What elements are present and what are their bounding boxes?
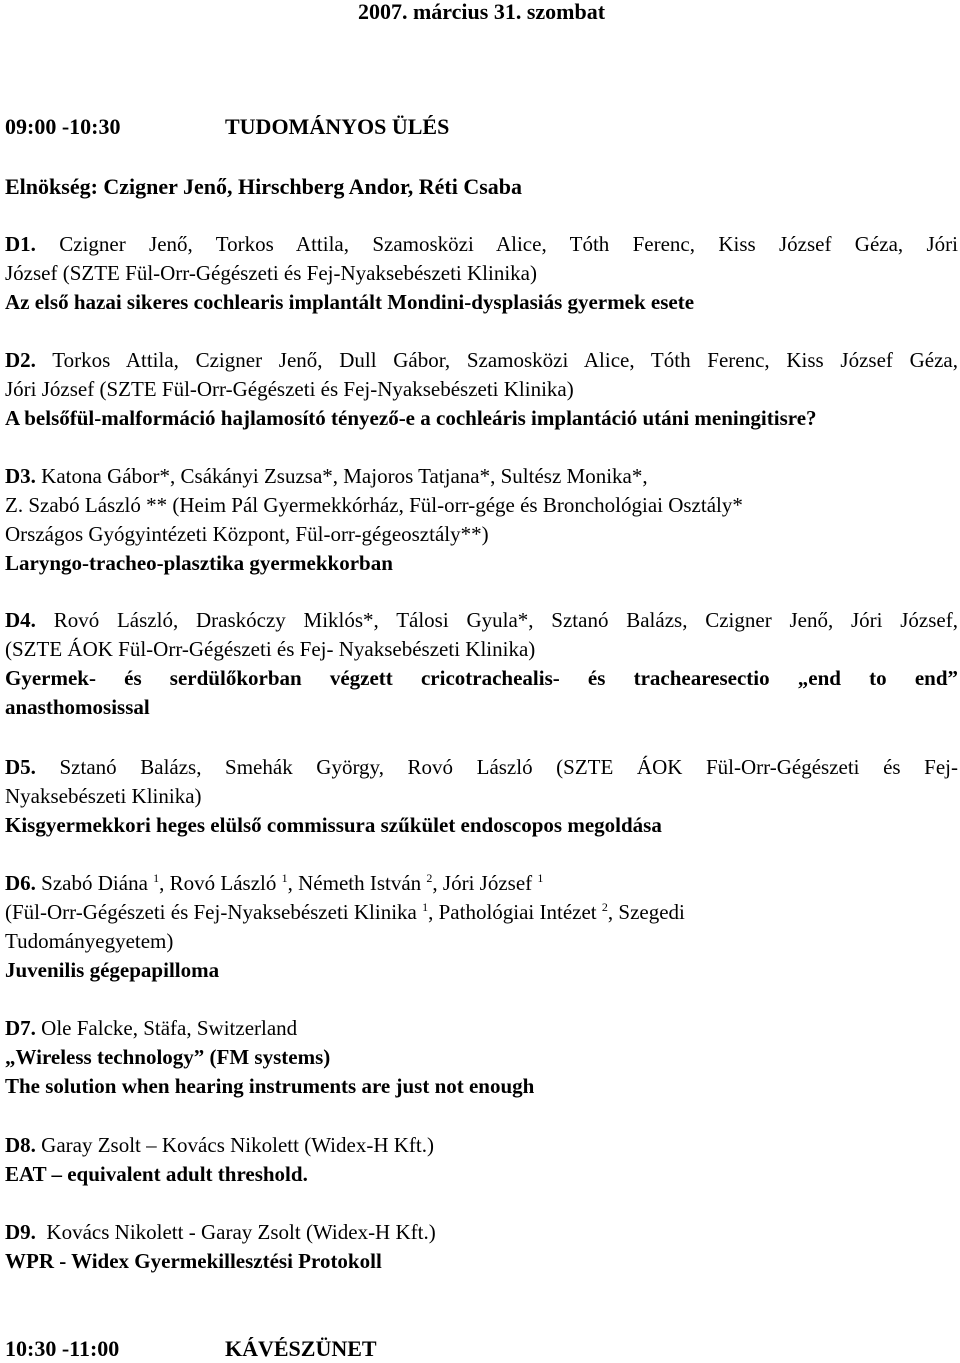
- session-coffee-break: [5, 1334, 377, 1363]
- affiliation-name: (Fül-Orr-Gégészeti és Fej-Nyaksebészeti Klinika: [5, 900, 423, 924]
- abstract-subtitle: The solution when hearing instruments are just not enough: [5, 1074, 535, 1098]
- abstract-authors: Torkos Attila, Czigner Jenő, Dull Gábor, Szamosközi Alice, Tóth Ferenc, Kiss József Géza,: [35, 348, 958, 372]
- session-chairs: Elnökség: Czigner Jenő, Hirschberg Andor, Réti Csaba: [5, 174, 523, 199]
- abstract-d5: [5, 753, 958, 840]
- abstract-authors: Nyaksebészeti Klinika): [5, 784, 202, 808]
- abstract-code: D6.: [5, 871, 36, 895]
- abstract-authors: Katona Gábor*, Csákányi Zsuzsa*, Majoros Tatjana*, Sultész Monika*,: [35, 464, 648, 488]
- abstract-title: Az első hazai sikeres cochlearis implantált Mondini-dysplasiás gyermek esete: [5, 290, 695, 314]
- abstract-title: Gyermek- és serdülőkorban végzett cricotrachealis- és trachearesectio „end to end”: [5, 666, 958, 690]
- abstract-authors: Sztanó Balázs, Smehák György, Rovó László (SZTE ÁOK Fül-Orr-Gégészeti és Fej-: [35, 755, 958, 779]
- session-scientific: [5, 112, 449, 141]
- author-name: Szabó Diána: [35, 871, 154, 895]
- abstract-authors: Ole Falcke, Stäfa, Switzerland: [35, 1016, 298, 1040]
- session-label: KÁVÉSZÜNET: [225, 1336, 377, 1361]
- abstract-authors: Garay Zsolt – Kovács Nikolett (Widex-H Kft.): [35, 1133, 434, 1157]
- session-time: 10:30 -11:00: [5, 1336, 120, 1361]
- abstract-title: „Wireless technology” (FM systems): [5, 1045, 331, 1069]
- affiliation-name: , Pathológiai Intézet: [428, 900, 602, 924]
- affiliation-mark: 1: [281, 871, 288, 885]
- affiliation-mark: 1: [153, 871, 160, 885]
- abstract-title: EAT – equivalent adult threshold.: [5, 1162, 308, 1186]
- abstract-code: D2.: [5, 348, 36, 372]
- abstract-authors: Országos Gyógyintézeti Központ, Fül-orr-gégeosztály**): [5, 522, 489, 546]
- affiliation-mark: 2: [426, 871, 433, 885]
- abstract-authors: Czigner Jenő, Torkos Attila, Szamosközi Alice, Tóth Ferenc, Kiss József Géza, Jóri: [35, 232, 958, 256]
- abstract-d1: [5, 230, 958, 317]
- abstract-d7: [5, 1014, 958, 1101]
- session-time: 09:00 -10:30: [5, 114, 121, 139]
- abstract-d8: [5, 1131, 958, 1189]
- abstract-code: D7.: [5, 1016, 36, 1040]
- abstract-authors: Tudományegyetem): [5, 929, 174, 953]
- abstract-d6: [5, 869, 958, 985]
- abstract-d4: [5, 606, 958, 722]
- author-name: , Németh István: [287, 871, 427, 895]
- abstract-d3: [5, 462, 958, 578]
- abstract-title: A belsőfül-malformáció hajlamosító tényező-e a cochleáris implantáció utáni meningitisre?: [5, 406, 817, 430]
- abstract-code: D5.: [5, 755, 36, 779]
- affiliation-mark: 1: [537, 871, 544, 885]
- abstract-authors: Z. Szabó László ** (Heim Pál Gyermekkórház, Fül-orr-gége és Bronchológiai Osztály*: [5, 493, 743, 517]
- abstract-authors: Jóri József (SZTE Fül-Orr-Gégészeti és Fej-Nyaksebészeti Klinika): [5, 377, 574, 401]
- abstract-authors: Kovács Nikolett - Garay Zsolt (Widex-H Kft.): [35, 1220, 436, 1244]
- affiliation-name: , Szegedi: [607, 900, 685, 924]
- abstract-title: Juvenilis gégepapilloma: [5, 958, 220, 982]
- affiliation-mark: 2: [601, 900, 608, 914]
- abstract-code: D1.: [5, 232, 36, 256]
- page-date: 2007. március 31. szombat: [357, 0, 606, 24]
- abstract-authors: (SZTE ÁOK Fül-Orr-Gégészeti és Fej- Nyaksebészeti Klinika): [5, 637, 536, 661]
- abstract-code: D9.: [5, 1220, 36, 1244]
- abstract-title-cont: anasthomosissal: [5, 695, 150, 719]
- author-name: , Rovó László: [159, 871, 282, 895]
- abstract-code: D8.: [5, 1133, 36, 1157]
- author-name: , Jóri József: [432, 871, 538, 895]
- abstract-code: D3.: [5, 464, 36, 488]
- abstract-title: Laryngo-tracheo-plasztika gyermekkorban: [5, 551, 393, 575]
- abstract-d2: [5, 346, 958, 433]
- abstract-authors: Rovó László, Draskóczy Miklós*, Tálosi Gyula*, Sztanó Balázs, Czigner Jenő, Jóri József,: [35, 608, 958, 632]
- abstract-title: Kisgyermekkori heges elülső commissura szűkület endoscopos megoldása: [5, 813, 662, 837]
- abstract-title: WPR - Widex Gyermekillesztési Protokoll: [5, 1249, 382, 1273]
- abstract-authors: József (SZTE Fül-Orr-Gégészeti és Fej-Nyaksebészeti Klinika): [5, 261, 537, 285]
- affiliation-mark: 1: [422, 900, 429, 914]
- abstract-code: D4.: [5, 608, 36, 632]
- abstract-d9: [5, 1218, 958, 1276]
- session-label: TUDOMÁNYOS ÜLÉS: [225, 114, 450, 139]
